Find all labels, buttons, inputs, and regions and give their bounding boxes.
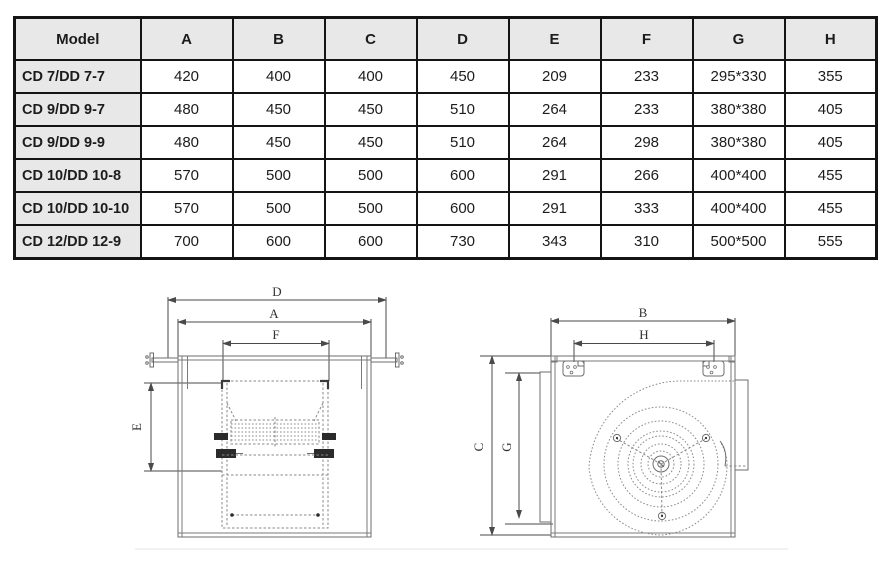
value-cell: 500 (233, 192, 325, 225)
front-left-block (214, 433, 228, 440)
value-cell: 310 (601, 225, 693, 259)
value-cell: 380*380 (693, 93, 785, 126)
value-cell: 700 (141, 225, 233, 259)
side-impeller-spider (613, 434, 709, 519)
value-cell: 295*330 (693, 60, 785, 93)
value-cell: 380*380 (693, 126, 785, 159)
col-header-e: E (509, 18, 601, 61)
front-right-damper-block (314, 449, 334, 458)
value-cell: 264 (509, 93, 601, 126)
value-cell: 455 (785, 159, 877, 192)
model-cell: CD 12/DD 12-9 (15, 225, 141, 259)
side-outlet-flange (735, 380, 748, 470)
value-cell: 400*400 (693, 159, 785, 192)
value-cell: 600 (417, 159, 509, 192)
value-cell: 480 (141, 93, 233, 126)
value-cell: 450 (417, 60, 509, 93)
value-cell: 291 (509, 159, 601, 192)
model-cell: CD 10/DD 10-8 (15, 159, 141, 192)
model-cell: CD 9/DD 9-9 (15, 126, 141, 159)
col-header-b: B (233, 18, 325, 61)
value-cell: 500*500 (693, 225, 785, 259)
side-fan-scroll (589, 381, 734, 535)
front-left-rail (146, 353, 178, 367)
value-cell: 600 (325, 225, 417, 259)
front-dim-f (223, 327, 329, 381)
value-cell: 730 (417, 225, 509, 259)
value-cell: 355 (785, 60, 877, 93)
front-view-drawing (129, 284, 403, 537)
value-cell: 510 (417, 93, 509, 126)
side-right-bracket (703, 361, 724, 376)
value-cell: 570 (141, 192, 233, 225)
dim-label-d: D (272, 284, 282, 299)
value-cell: 400 (325, 60, 417, 93)
front-left-damper-block (216, 449, 236, 458)
value-cell: 600 (417, 192, 509, 225)
dim-label-c: C (471, 442, 486, 452)
col-header-a: A (141, 18, 233, 61)
value-cell: 450 (325, 126, 417, 159)
side-inlet-panel (540, 372, 551, 522)
value-cell: 405 (785, 93, 877, 126)
front-dim-e (129, 383, 222, 471)
value-cell: 264 (509, 126, 601, 159)
value-cell: 555 (785, 225, 877, 259)
value-cell: 233 (601, 93, 693, 126)
front-right-rail (371, 353, 403, 367)
value-cell: 500 (233, 159, 325, 192)
side-left-bracket (563, 361, 584, 376)
dim-label-b: B (638, 305, 648, 320)
dim-label-a: A (269, 306, 279, 321)
model-cell: CD 7/DD 7-7 (15, 60, 141, 93)
side-casing-box (551, 356, 735, 537)
side-dim-g (499, 373, 553, 524)
col-header-c: C (325, 18, 417, 61)
value-cell: 298 (601, 126, 693, 159)
col-header-f: F (601, 18, 693, 61)
model-cell: CD 10/DD 10-10 (15, 192, 141, 225)
dim-label-g: G (499, 442, 514, 452)
model-cell: CD 9/DD 9-7 (15, 93, 141, 126)
value-cell: 480 (141, 126, 233, 159)
value-cell: 450 (233, 126, 325, 159)
front-inner-fan-unit (214, 381, 336, 528)
col-header-g: G (693, 18, 785, 61)
value-cell: 570 (141, 159, 233, 192)
value-cell: 510 (417, 126, 509, 159)
value-cell: 333 (601, 192, 693, 225)
dim-label-e: E (129, 423, 144, 431)
value-cell: 450 (325, 93, 417, 126)
value-cell: 405 (785, 126, 877, 159)
dim-label-h: H (639, 327, 649, 342)
value-cell: 500 (325, 159, 417, 192)
value-cell: 343 (509, 225, 601, 259)
value-cell: 400 (233, 60, 325, 93)
side-dim-h (574, 327, 714, 362)
value-cell: 266 (601, 159, 693, 192)
side-view-drawing (471, 305, 748, 537)
dim-label-f: F (272, 327, 280, 342)
value-cell: 291 (509, 192, 601, 225)
value-cell: 600 (233, 225, 325, 259)
col-header-d: D (417, 18, 509, 61)
value-cell: 500 (325, 192, 417, 225)
value-cell: 400*400 (693, 192, 785, 225)
value-cell: 209 (509, 60, 601, 93)
col-header-h: H (785, 18, 877, 61)
front-dim-d (168, 284, 386, 358)
value-cell: 450 (233, 93, 325, 126)
front-right-block (322, 433, 336, 440)
col-header-model: Model (15, 18, 141, 61)
value-cell: 233 (601, 60, 693, 93)
value-cell: 455 (785, 192, 877, 225)
side-impeller (604, 407, 718, 521)
front-motor-hatch (231, 417, 319, 447)
value-cell: 420 (141, 60, 233, 93)
